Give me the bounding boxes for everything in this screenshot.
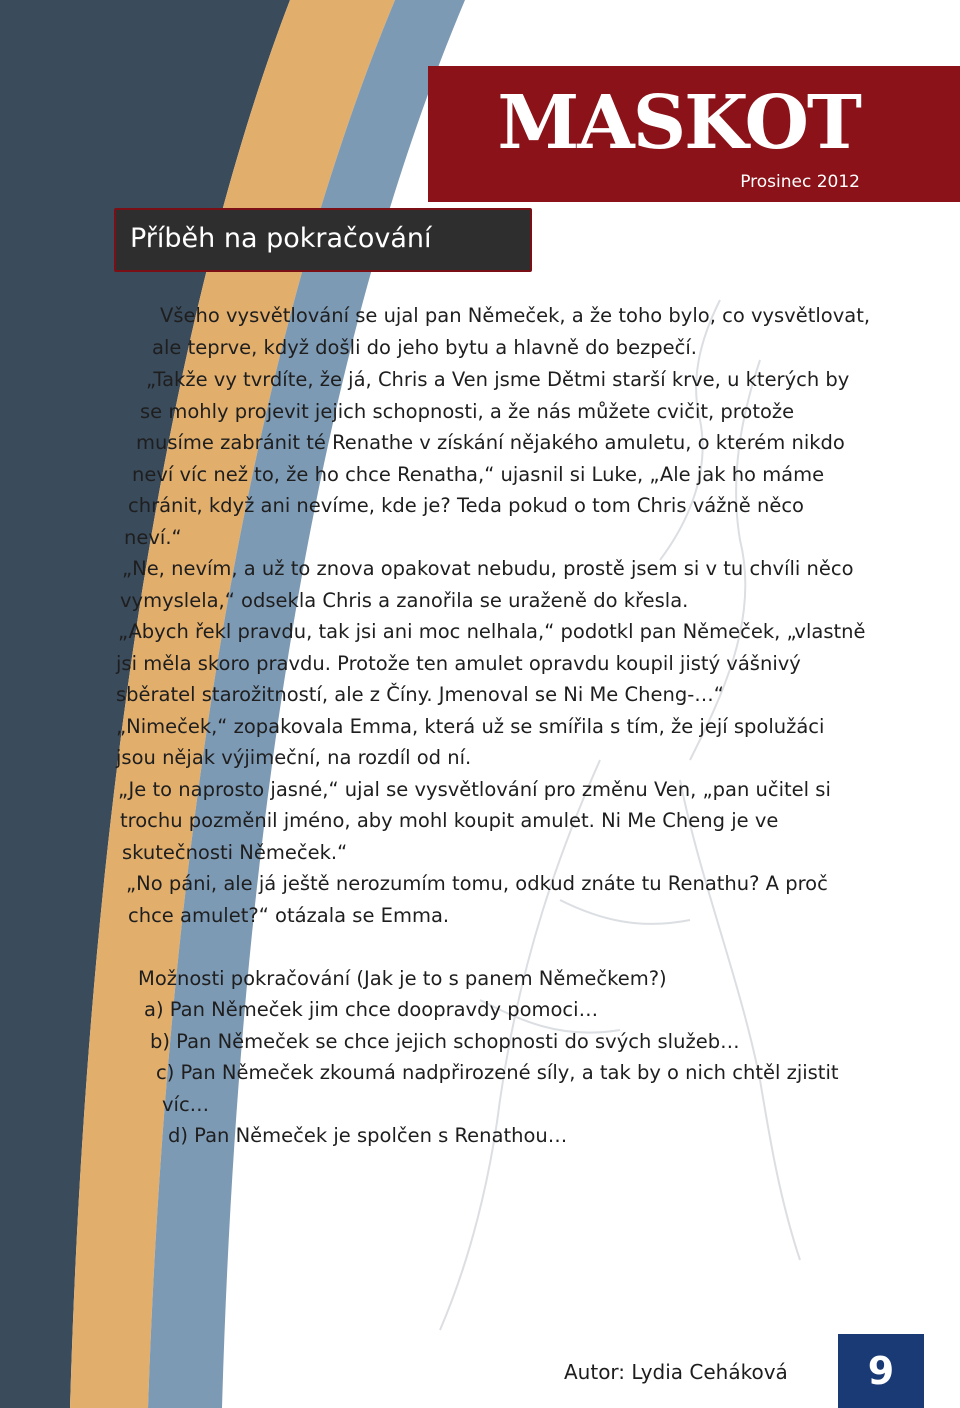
option-item: d) Pan Němeček je spolčen s Renathou… xyxy=(168,1124,568,1147)
option-item: a) Pan Němeček jim chce doopravdy pomoci… xyxy=(144,998,599,1021)
story-line: trochu pozměnil jméno, aby mohl koupit amulet. Ni Me Cheng je ve xyxy=(120,809,779,832)
author-credit: Autor: Lydia Ceháková xyxy=(564,1360,788,1384)
story-line: musíme zabránit té Renathe v získání nějakého amuletu, o kterém nikdo xyxy=(136,431,845,454)
section-title: Příběh na pokračování xyxy=(130,223,432,254)
story-line: chce amulet?“ otázala se Emma. xyxy=(128,904,450,927)
story-line: „No páni, ale já ještě nerozumím tomu, odkud znáte tu Renathu? A proč xyxy=(126,872,828,895)
story-line: „Ne, nevím, a už to znova opakovat nebudu, prostě jsem si v tu chvíli něco xyxy=(122,557,854,580)
magazine-title: MASKOT xyxy=(497,80,860,166)
option-item: c) Pan Němeček zkoumá nadpřirozené síly, a tak by o nich chtěl zjistit xyxy=(156,1061,839,1084)
issue-date: Prosinec 2012 xyxy=(740,172,860,192)
story-line: vymyslela,“ odsekla Chris a zanořila se uraženě do křesla. xyxy=(120,589,689,612)
option-item: b) Pan Němeček se chce jejich schopnosti do svých služeb… xyxy=(150,1030,740,1053)
masthead-banner xyxy=(428,66,960,202)
story-line: sběratel starožitností, ale z Číny. Jmenoval se Ni Me Cheng-…“ xyxy=(116,683,724,706)
story-line: se mohly projevit jejich schopnosti, a že nás můžete cvičit, protože xyxy=(140,400,795,423)
story-line: jsou nějak výjimeční, na rozdíl od ní. xyxy=(116,746,472,769)
option-item: víc… xyxy=(162,1093,210,1116)
story-line: neví.“ xyxy=(124,526,182,549)
story-line: „Abych řekl pravdu, tak jsi ani moc nelhala,“ podotkl pan Němeček, „vlastně xyxy=(118,620,866,643)
page-number-badge: 9 xyxy=(838,1334,924,1408)
story-line: ale teprve, když došli do jeho bytu a hlavně do bezpečí. xyxy=(152,336,698,359)
options-heading: Možnosti pokračování (Jak je to s panem Němečkem?) xyxy=(138,967,667,990)
story-line: „Nimeček,“ zopakovala Emma, která už se smířila s tím, že její spolužáci xyxy=(116,715,825,738)
story-line: „Je to naprosto jasné,“ ujal se vysvětlování pro změnu Ven, „pan učitel si xyxy=(118,778,831,801)
story-line: neví víc než to, že ho chce Renatha,“ ujasnil si Luke, „Ale jak ho máme xyxy=(132,463,825,486)
story-line: chránit, když ani nevíme, kde je? Teda pokud o tom Chris vážně něco xyxy=(128,494,804,517)
story-line: jsi měla skoro pravdu. Protože ten amulet opravdu koupil jistý vášnivý xyxy=(116,652,801,675)
section-header xyxy=(114,208,532,272)
story-line: „Takže vy tvrdíte, že já, Chris a Ven jsme Dětmi starší krve, u kterých by xyxy=(146,368,850,391)
story-line: skutečnosti Němeček.“ xyxy=(122,841,348,864)
story-line: Všeho vysvětlování se ujal pan Němeček, a že toho bylo, co vysvětlovat, xyxy=(160,304,871,327)
